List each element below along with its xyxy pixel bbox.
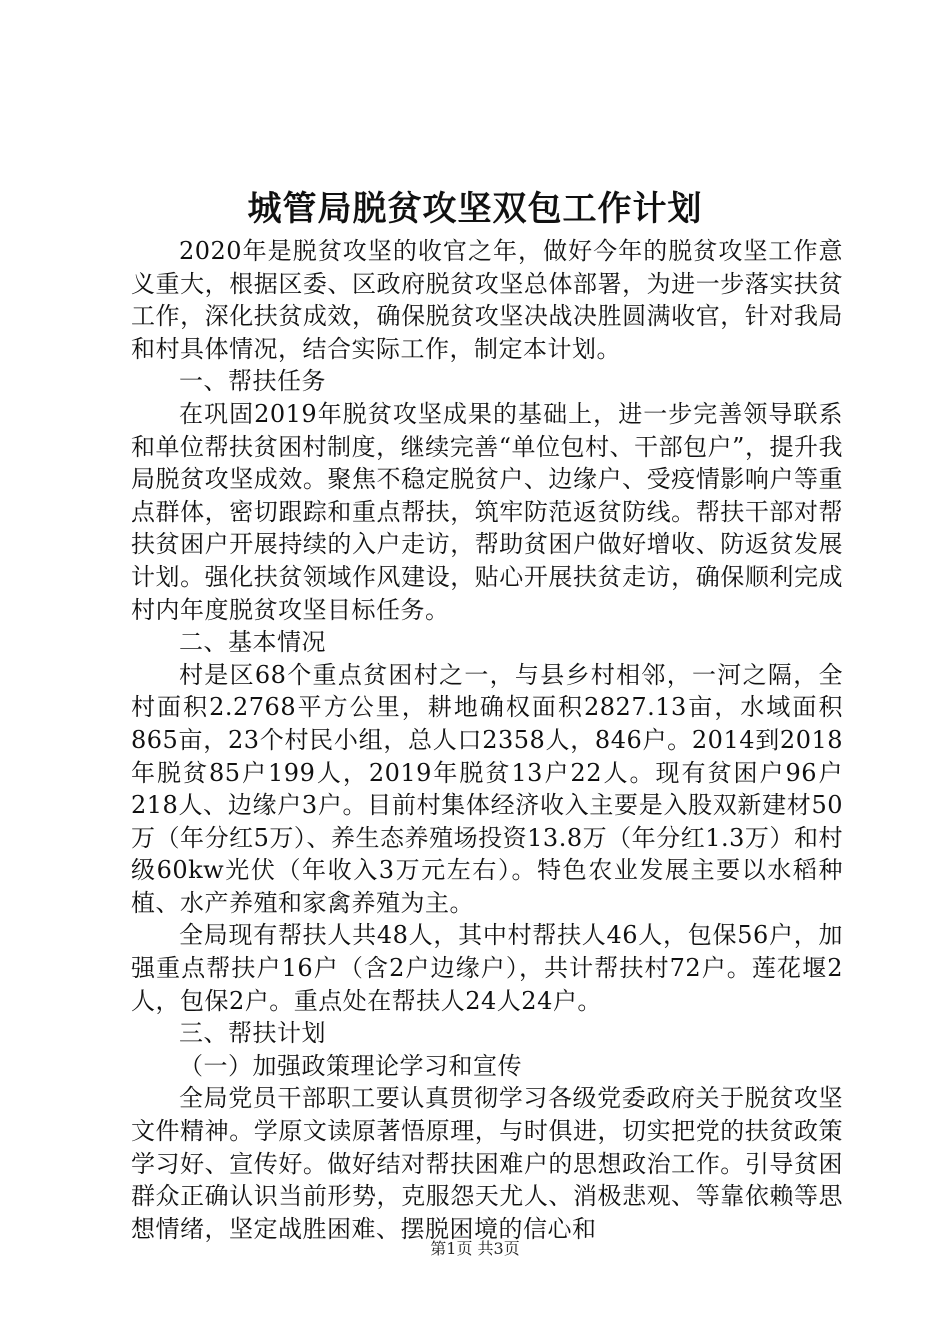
page-footer: 第1页 共3页 [430,1239,520,1258]
document-body [131,235,843,1245]
document-title: 城管局脱贫攻坚双包工作计划 [247,189,703,229]
paragraph-helpers: 全局现有帮扶人共48人，其中村帮扶人46人，包保56户，加强重点帮扶户16户（含2户边缘户），共计帮扶村72户。莲花堰2人，包保2户。重点处在帮扶人24人24户。 [131,921,843,1015]
section-heading-1: 一、帮扶任务 [179,367,326,396]
subsection-heading-1: （一）加强政策理论学习和宣传 [179,1051,522,1080]
paragraph-basic-info: 村是区68个重点贫困村之一，与县乡村相邻，一河之隔，全村面积2.2768平方公里，耕地确权面积2827.13亩，水域面积865亩，23个村民小组，总人口2358人，846户。2014到2018年脱贫85户199人，2019年脱贫13户22人。现有贫困户96户218人、边缘户3户。目前村集体经济收入主要是入股双新建材50万（年分红5万）、养生态养殖场投资13.8万（年分红1.3万）和村级60kw光伏（年收入3万元左右）。特色农业发展主要以水稻种植、水产养殖和家禽养殖为主。 [131,660,843,917]
paragraph-tasks: 在巩固2019年脱贫攻坚成果的基础上，进一步完善领导联系和单位帮扶贫困村制度，继续完善“单位包村、干部包户”，提升我局脱贫攻坚成效。聚焦不稳定脱贫户、边缘户、受疫情影响户等重点群体，密切跟踪和重点帮扶，筑牢防范返贫防线。帮扶干部对帮扶贫困户开展持续的入户走访，帮助贫困户做好增收、防返贫发展计划。强化扶贫领域作风建设，贴心开展扶贫走访，确保顺利完成村内年度脱贫攻坚目标任务。 [131,399,843,624]
section-heading-3: 三、帮扶计划 [179,1019,326,1048]
paragraph-study: 全局党员干部职工要认真贯彻学习各级党委政府关于脱贫攻坚文件精神。学原文读原著悟原理，与时俱进，切实把党的扶贫政策学习好、宣传好。做好结对帮扶困难户的思想政治工作。引导贫困群众正确认识当前形势，克服怨天尤人、消极悲观、等靠依赖等思想情绪，坚定战胜困难、摆脱困境的信心和 [131,1084,843,1243]
paragraph-intro: 2020年是脱贫攻坚的收官之年，做好今年的脱贫攻坚工作意义重大，根据区委、区政府脱贫攻坚总体部署，为进一步落实扶贫工作，深化扶贫成效，确保脱贫攻坚决战决胜圆满收官，针对我局和村具体情况，结合实际工作，制定本计划。 [131,237,843,363]
section-heading-2: 二、基本情况 [179,628,326,657]
